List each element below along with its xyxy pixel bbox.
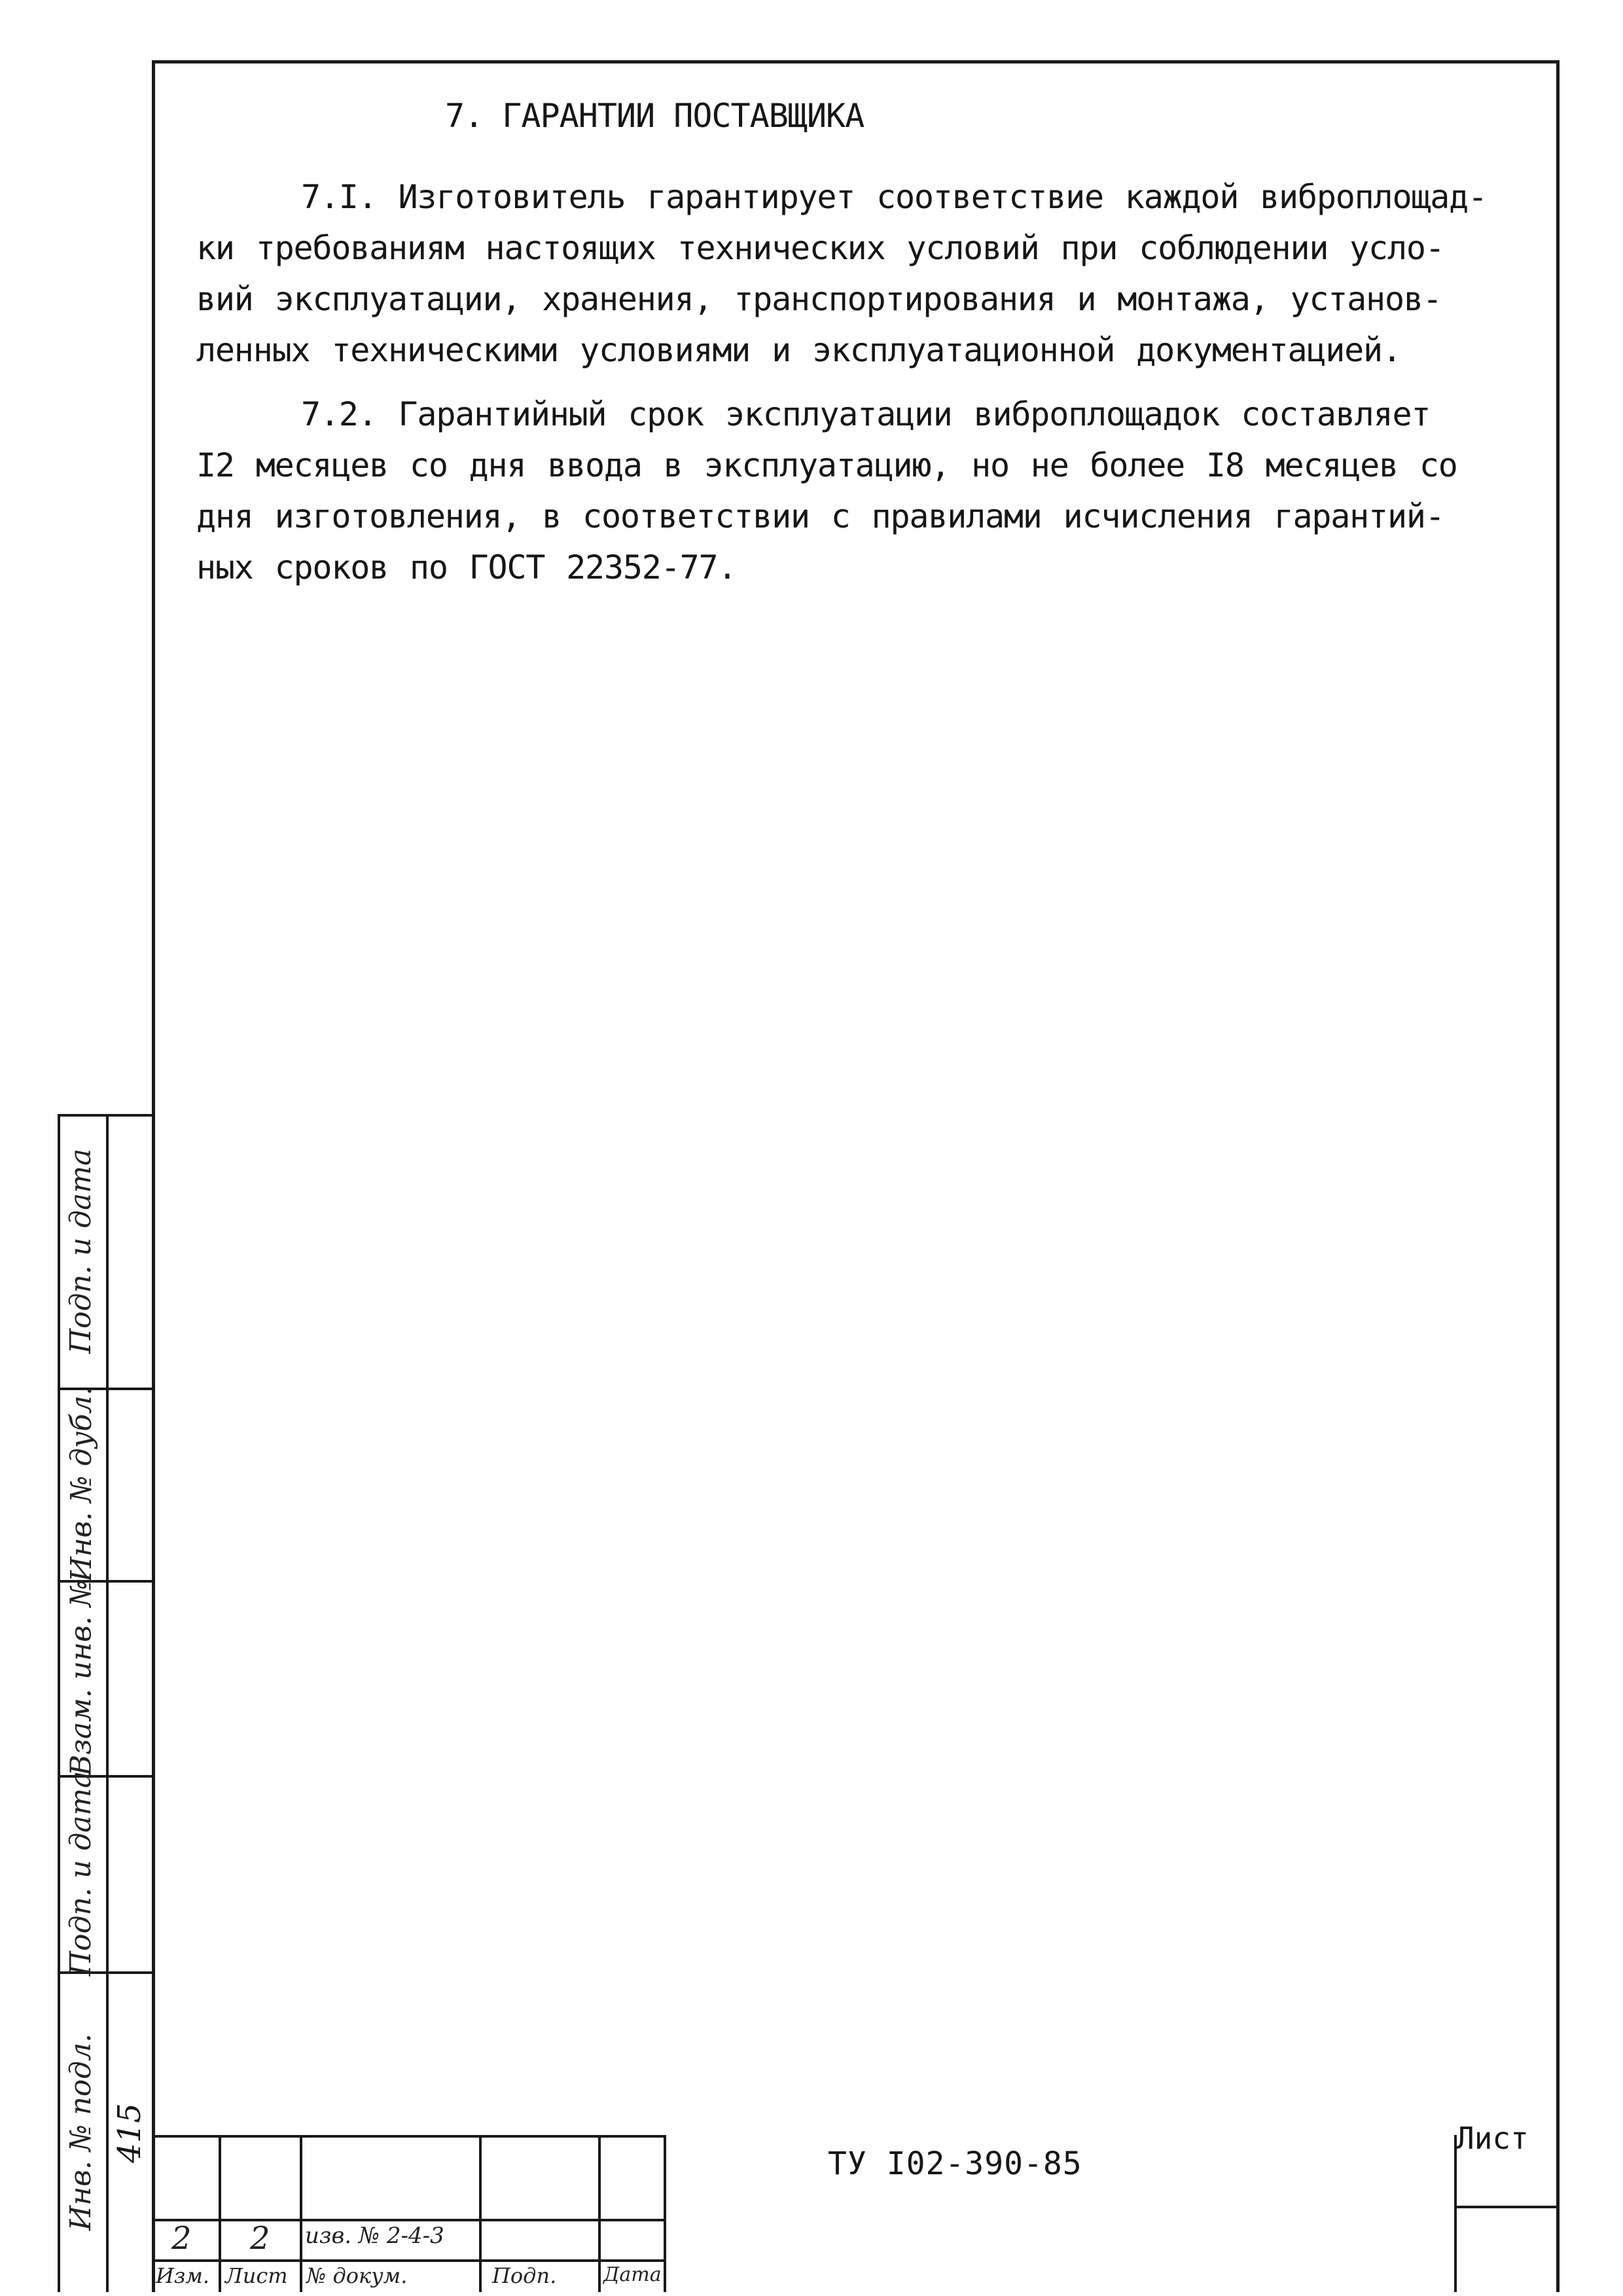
side-stamp-label: Инв. № дубл. (64, 1386, 98, 1582)
paragraph-line: 7.I. Изготовитель гарантирует соответствие каждой виброплощад- (301, 178, 1487, 216)
title-block-line (219, 2135, 221, 2292)
sheet-number: 2 (250, 2220, 270, 2257)
title-block-line (598, 2135, 601, 2292)
side-stamp-handwritten-number: 415 (111, 2103, 148, 2163)
side-stamp-label: Взам. инв. № (64, 1579, 98, 1776)
paragraph-line: ленных техническими условиями и эксплуатационной документацией. (196, 331, 1401, 369)
header-signature: Подп. (492, 2263, 557, 2288)
header-change: Изм. (156, 2263, 210, 2288)
side-stamp-label: Подп. и дата (64, 1148, 98, 1354)
paragraph-line: I2 месяцев со дня ввода в эксплуатацию, но не более I8 месяцев со (196, 446, 1457, 484)
title-block-line (300, 2135, 302, 2292)
header-sheet: Лист (225, 2263, 288, 2288)
side-stamp-label: Инв. № подл. (64, 2033, 98, 2231)
title-block-line (152, 2219, 666, 2221)
header-document: № докум. (306, 2263, 408, 2288)
paragraph-line: дня изготовления, в соответствии с правилами исчисления гарантий- (196, 497, 1444, 535)
paragraph-line: 7.2. Гарантийный срок эксплуатации виброплощадок составляет (301, 395, 1431, 433)
side-stamp-label: Подп. и дата (64, 1770, 98, 1976)
title-block-line (152, 2259, 666, 2262)
title-block-line (152, 2135, 666, 2138)
document-code: ТУ I02-390-85 (828, 2145, 1082, 2182)
title-block-line (664, 2135, 666, 2292)
frame-top-border (152, 60, 1559, 63)
title-block-line (1454, 2206, 1559, 2208)
document-number: изв. № 2-4-3 (305, 2223, 444, 2249)
title-block-line (479, 2135, 482, 2292)
revision-number: 2 (171, 2220, 192, 2257)
paragraph-7-2 (196, 389, 1538, 593)
paragraph-7-1 (196, 171, 1538, 376)
side-stamp (58, 1114, 153, 2292)
header-date: Дата (603, 2263, 662, 2286)
frame-right-border (1556, 60, 1560, 2292)
sheet-label: Лист (1456, 2121, 1529, 2156)
title-block-line (1454, 2135, 1457, 2292)
paragraph-line: ки требованиям настоящих технических условий при соблюдении усло- (196, 229, 1444, 267)
section-heading: 7. ГАРАНТИИ ПОСТАВЩИКА (445, 97, 865, 135)
paragraph-line: ных сроков по ГОСТ 22352-77. (196, 548, 737, 586)
paragraph-line: вий эксплуатации, хранения, транспортирования и монтажа, установ- (196, 280, 1442, 318)
